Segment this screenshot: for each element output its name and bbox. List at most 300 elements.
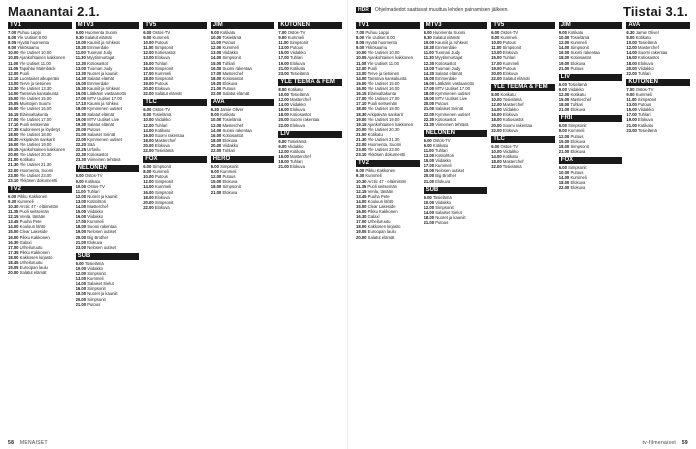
program-title: Tuhlari [222, 60, 236, 66]
program-title: Emmerdale [87, 45, 109, 51]
program-title: Puhuu Lappi [17, 30, 41, 35]
program-time: 10.00 [491, 40, 502, 46]
program-title: Kummeli [502, 60, 520, 66]
program-time: 15.00 [8, 229, 19, 235]
program-time: 8.00 [278, 86, 287, 92]
program-title: Simpsonit [220, 164, 239, 170]
program-time: 10.00 [558, 35, 570, 41]
channel-block [211, 156, 275, 195]
channel-name: TV2 [8, 186, 72, 193]
hdr-badge: HDR [358, 7, 369, 13]
program-title: Putous [435, 101, 449, 107]
channel-name: SUB [424, 187, 488, 194]
program-time: 8.00 [626, 35, 635, 41]
program-time: 9.00 [8, 45, 17, 51]
program-title: Emmerdale [435, 75, 457, 81]
program-time: 18.00 [626, 60, 637, 66]
program-time: 19.00 [626, 117, 637, 123]
program-title: Nuoret ja kauniit [87, 193, 118, 199]
program-time: 9.00 [558, 30, 567, 35]
program-time: 16.00 [278, 107, 289, 113]
program-time: 12.30 [75, 60, 87, 66]
program-title: Putous [570, 169, 584, 175]
schedule-column [356, 22, 420, 435]
program-time: 17.35 [8, 249, 19, 255]
right-page-number: 59 [681, 440, 688, 446]
program-title: Simpsonit [637, 97, 657, 103]
program-title: Kadonneet ja löydetyt [19, 126, 60, 132]
program-time: 7.00 [626, 86, 635, 92]
program-time: 18.00 [210, 184, 222, 190]
program-time: 15.00 [423, 158, 435, 164]
program-time: 11.30 [75, 55, 86, 61]
program-time: 9.00 [210, 30, 219, 35]
program-time: 12.00 [75, 271, 87, 277]
program-time: 10.00 [491, 97, 502, 103]
program-time: 20.00 [143, 86, 154, 92]
program-title: Yle Uutiset 18.00 [367, 106, 400, 112]
program-time: 12.00 [278, 148, 289, 154]
program-title: Tosielämä [289, 91, 309, 97]
program-title: Puoli [19, 70, 29, 76]
program-time: 13.00 [491, 50, 502, 56]
program-title: Urheiluruutu [367, 219, 391, 225]
program-title: Viidakko [502, 148, 519, 154]
channel-name: KUTONEN [626, 79, 690, 86]
program-title: Yle Uutiset 16.00 [19, 106, 52, 112]
program-time: 22.00 [8, 167, 19, 173]
program-time: 17.00 [143, 70, 154, 76]
program-title: Ykkösaamu [365, 45, 388, 51]
program-time: 14.00 [278, 102, 289, 108]
program-title: Putous [154, 80, 168, 86]
program-time: 12.15 [8, 214, 19, 220]
program-title: Tuhlari [502, 55, 516, 61]
program-title: Elokuva [154, 86, 170, 92]
program-title: Masterchef [154, 137, 176, 143]
program-row [143, 205, 207, 210]
program-title: Yle Uutiset 23.00 [367, 147, 400, 153]
program-time: 12.00 [278, 97, 289, 103]
left-schedule-columns [8, 22, 342, 435]
program-time: 12.00 [423, 204, 435, 210]
channel-name: FOX [559, 157, 623, 164]
program-time: 8.00 [210, 112, 219, 118]
program-title: Kummeli [287, 35, 304, 41]
program-title: Salatut elämät [87, 75, 115, 81]
program-time: 14.00 [210, 127, 222, 133]
program-time: 18.00 [356, 224, 367, 230]
program-title: Simpsonit [568, 123, 587, 129]
schedule-column [143, 22, 207, 435]
program-title: Yle Uutiset 16.00 [367, 86, 400, 92]
program-title: Kummeli [154, 70, 172, 76]
program-time: 16.00 [143, 132, 154, 138]
program-title: Viidakko [638, 65, 654, 71]
program-title: Suomi rakentaa [222, 127, 252, 133]
program-time: 10.00 [626, 40, 637, 46]
channel-block [626, 79, 690, 133]
program-title: Pikku Kakkonen [17, 193, 48, 199]
program-time: 22.00 [210, 91, 222, 97]
program-title: Yle Uutiset 19.00 [19, 142, 52, 148]
program-time: 14.00 [558, 175, 570, 181]
program-title: Kotitohtori [87, 198, 107, 204]
program-title: MTV Uutiset 17.00 [87, 96, 122, 102]
program-title: Yle Uutiset 13.30 [19, 86, 52, 92]
program-title: Yle Uutiset 15.00 [367, 80, 400, 86]
channel-name: TV1 [8, 22, 72, 29]
program-time: 18.00 [558, 55, 570, 61]
program-row [76, 245, 140, 250]
channel-name: TV2 [356, 160, 420, 167]
program-title: Tosielämä [287, 138, 307, 144]
right-schedule-columns [356, 22, 690, 435]
program-time: 16.00 [491, 112, 502, 118]
schedule-column [559, 22, 623, 435]
program-title: Emmerdale [435, 45, 457, 51]
program-title: Kymmenen uutiset [87, 136, 122, 142]
program-title: Kummeli [17, 198, 34, 204]
program-title: Sää [87, 142, 95, 148]
program-title: Tuhlari [154, 60, 168, 66]
program-title: Big Brother [435, 173, 457, 179]
program-time: 18.00 [143, 194, 154, 200]
program-title: Putous [570, 133, 584, 139]
program-title: Nuoret ja kauniit [435, 215, 466, 220]
program-title: Elokuva [638, 60, 653, 66]
program-title: Simpsonit [154, 199, 174, 205]
program-time: 10.00 [210, 117, 222, 123]
program-time: 11.00 [278, 40, 289, 46]
program-title: Kaunis ja rohkea [87, 101, 119, 107]
program-title: Yle Uutiset 8.00 [365, 35, 395, 41]
channel-name: FRII [559, 115, 623, 122]
program-title: Puoli seitsemän [19, 121, 50, 127]
channel-name: MTV3 [76, 22, 140, 29]
channel-name: NELONEN [76, 165, 140, 172]
program-time: 12.00 [558, 133, 570, 139]
channel-name: FOX [143, 156, 207, 163]
program-time: 22.30 [75, 152, 87, 158]
program-title: Ajankohtainen kakkonen [19, 147, 66, 153]
program-title: Urheiluruutu [19, 260, 43, 266]
program-title: Ostos-TV [287, 30, 306, 35]
program-title: Nelosen uutiset [87, 244, 117, 250]
program-title: Pikku Kakkonen [365, 168, 396, 174]
program-title: Salatut elämät [432, 35, 460, 41]
program-time: 6.00 [423, 137, 432, 143]
program-title: Viimeinen tehtävä [87, 157, 121, 163]
program-title: Simpsonit [222, 184, 241, 190]
program-title: Puuha Pete [19, 219, 42, 225]
program-time: 16.00 [558, 50, 570, 56]
program-title: Putous [87, 301, 101, 307]
program-time: 22.00 [143, 204, 154, 210]
program-title: Kotiosastot [87, 152, 108, 158]
program-time: 20.00 [75, 126, 87, 132]
program-time: 12.15 [356, 188, 367, 194]
program-title: Salatut elämät [87, 111, 115, 117]
program-time: 11.35 [8, 209, 19, 215]
program-title: Tuomari Judy [434, 50, 461, 56]
program-title: Ostos-TV [152, 30, 171, 35]
program-title: Pikku Kakkonen [367, 209, 398, 215]
program-time: 6.00 [558, 164, 567, 170]
program-title: Tosielämä [152, 112, 172, 118]
program-time: 6.00 [143, 107, 152, 113]
program-title: Tosielämä [84, 260, 104, 266]
program-title: Elokuva [222, 137, 238, 143]
program-title: Simpsonit [87, 271, 106, 277]
channel-block [8, 22, 72, 183]
program-title: Salaiset Sielut [435, 209, 462, 215]
program-time: 9.30 [356, 173, 365, 179]
program-title: Kauniit ja rohkeat [87, 40, 120, 46]
program-title: Tuhlari [289, 55, 303, 61]
program-time: 22.00 [491, 164, 502, 170]
program-title: Terve ja tietoinen [19, 80, 52, 86]
program-row [491, 164, 555, 169]
program-time: 8.00 [8, 35, 17, 41]
program-time: 16.00 [143, 189, 154, 195]
program-time: 12.00 [558, 40, 570, 46]
program-time: 22.30 [423, 116, 435, 122]
program-title: Elokuva [570, 185, 586, 191]
program-time: 15.00 [143, 60, 154, 66]
program-time: 16.00 [143, 65, 154, 71]
program-time: 14.30 [75, 75, 87, 81]
program-title: Putous [502, 65, 516, 71]
program-time: 14.00 [210, 55, 222, 61]
program-time: 17.00 [278, 55, 289, 61]
program-title: Kotikatu [84, 178, 101, 184]
program-time: 22.00 [491, 75, 502, 81]
program-time: 16.00 [75, 286, 87, 292]
program-time: 10.30 [423, 45, 435, 51]
program-time: 21.30 [8, 162, 19, 168]
channel-name: NELONEN [424, 130, 488, 137]
program-time: 19.00 [8, 142, 19, 148]
program-title: Hyvää huomenta [365, 40, 397, 46]
program-time: 21.00 [8, 157, 19, 163]
program-time: 10.00 [423, 40, 435, 46]
program-time: 11.00 [210, 40, 222, 46]
program-time: 18.00 [75, 106, 87, 112]
channel-block [559, 115, 623, 154]
program-time: 18.00 [210, 75, 222, 81]
program-time: 18.00 [558, 180, 570, 186]
program-title: Kummeli [152, 169, 169, 175]
program-title: Ykkösen dokumentti [367, 152, 406, 158]
program-time: 18.00 [210, 137, 222, 143]
program-time: 13.30 [8, 86, 19, 92]
program-title: Kummeli [500, 35, 517, 41]
program-time: 20.00 [278, 117, 289, 123]
program-title: Tuomari Judy [86, 50, 113, 56]
program-time: 13.00 [75, 65, 87, 71]
program-title: Kotikatu [432, 142, 449, 148]
program-time: 19.00 [278, 60, 289, 66]
program-title: Elokuva [154, 194, 170, 200]
program-title: Kauniit ja rohkeat [435, 40, 468, 46]
program-title: Masterchef [502, 158, 524, 164]
program-time: 6.00 [278, 138, 287, 144]
program-time: 21.00 [423, 178, 435, 184]
program-time: 20.00 [626, 65, 637, 71]
program-title: Putous [154, 40, 168, 46]
program-time: 14.00 [8, 224, 19, 230]
program-time: 7.00 [356, 30, 365, 35]
schedule-column [278, 22, 342, 435]
program-title: Elokuva [290, 122, 305, 128]
schedule-column [76, 22, 140, 435]
program-row [76, 302, 140, 307]
program-time: 18.00 [8, 254, 19, 260]
program-title: Putous [435, 220, 449, 226]
channel-name: JIM [559, 22, 623, 29]
program-time: 20.00 [210, 142, 222, 148]
program-time: 9.00 [75, 178, 84, 184]
program-time: 16.30 [8, 239, 19, 245]
channel-block [424, 130, 488, 184]
program-time: 11.30 [423, 55, 434, 61]
program-title: Yle Uutiset 20.30 [367, 126, 400, 132]
program-row [559, 185, 623, 190]
program-time: 17.10 [356, 101, 367, 107]
program-row [143, 91, 207, 96]
program-time: 23.00 [8, 172, 19, 178]
program-title: Myytinmurtajat [435, 55, 463, 61]
program-title: Viidakko [287, 143, 304, 149]
program-title: Kummeli [154, 184, 172, 190]
program-time: 15.00 [558, 97, 570, 103]
program-title: Tanssiva kansakunta [19, 91, 59, 97]
program-time: 13.00 [75, 198, 87, 204]
program-time: 18.45 [8, 260, 19, 266]
program-title: Elokuva [154, 204, 170, 210]
program-time: 19.00 [75, 229, 87, 235]
program-time: 16.00 [626, 55, 637, 61]
program-time: 11.00 [626, 97, 637, 103]
program-title: Tosielämä [154, 147, 174, 153]
program-title: Terve ja tietoinen [367, 70, 400, 76]
program-row [278, 123, 342, 128]
program-time: 20.00 [8, 270, 19, 276]
channel-name: SUB [76, 253, 140, 260]
program-title: Viidakko [638, 107, 654, 113]
program-time: 10.00 [558, 169, 570, 175]
program-title: Viidakko [222, 50, 239, 56]
program-title: Nelosen uutiset [435, 168, 465, 174]
program-title: Luontaiset alkuperäis [19, 75, 60, 81]
left-page-number: 58 [8, 440, 15, 446]
program-time: 15.05 [8, 101, 19, 107]
program-title: Kummeli [152, 35, 169, 41]
program-title: Tosielämä [222, 117, 242, 123]
program-title: Elokuva [222, 179, 238, 185]
program-title: Masterchef [290, 97, 311, 103]
program-time: 6.00 [558, 123, 567, 129]
program-title: Suomi rakentaa [502, 122, 533, 128]
program-title: Kummeli [222, 45, 239, 51]
program-time: 13.00 [210, 50, 222, 56]
program-time: 6.00 [491, 143, 500, 149]
program-title: Salaiset Sielut [87, 281, 114, 287]
program-title: Huomenta, Suomi [367, 142, 402, 148]
program-title: Simpsonit [502, 45, 521, 51]
program-title: Tosielämä [637, 40, 657, 46]
program-time: 21.00 [75, 239, 87, 245]
program-time: 14.00 [75, 204, 87, 209]
right-page [348, 0, 696, 449]
program-time: 18.00 [558, 143, 570, 149]
program-title: Elokuva [570, 138, 586, 144]
program-time: 6.00 [75, 173, 84, 179]
program-title: Elokuva [638, 117, 653, 123]
program-title: Kotikatu [290, 148, 306, 154]
program-time: 18.00 [491, 117, 502, 123]
program-title: Suomi rakentaa [570, 50, 600, 56]
program-title: Salatut elämät [367, 234, 395, 240]
program-title: MTV Uutiset Live [435, 96, 468, 102]
program-title: Yle Uutiset 19.00 [367, 116, 400, 122]
program-title: Tuhlari [86, 188, 100, 194]
program-title: Elokuva [290, 60, 305, 66]
program-time: 17.10 [75, 101, 87, 107]
program-title: Simpsonit [87, 296, 106, 302]
program-title: Puuha Pete [367, 193, 390, 199]
program-time: 7.00 [278, 30, 287, 35]
program-title: Masterchef [222, 70, 244, 76]
program-title: Elokuva [290, 164, 305, 170]
program-title: Simpsonit [154, 179, 174, 185]
program-title: Putous [502, 40, 516, 46]
program-title: Simpsonit [154, 45, 173, 51]
program-time: 10.05 [8, 55, 19, 61]
program-row [626, 71, 690, 76]
program-time: 13.45 [356, 193, 367, 199]
program-title: MTV Uutiset 17.00 [435, 86, 470, 92]
program-time: 10.00 [75, 265, 87, 271]
program-time: 10.00 [356, 50, 367, 56]
program-title: Kauniit ja rohkeat [87, 86, 120, 92]
program-time: 17.00 [423, 86, 435, 92]
program-time: 21.00 [423, 220, 435, 226]
program-title: Kymmenen uutiset [435, 111, 470, 117]
program-title: Yle Uutiset 11.00 [19, 60, 51, 66]
program-title: Viidakko [290, 102, 306, 108]
program-time: 9.00 [491, 35, 500, 41]
program-time: 16.00 [8, 106, 19, 112]
header-note-text: Ohjelmatiedot saattavat muuttua lehden painamisen jälkeen. [374, 7, 509, 13]
program-time: 16.30 [356, 214, 367, 220]
program-time: 18.00 [423, 215, 435, 220]
channel-name: HERO [211, 156, 275, 163]
program-time: 15.00 [75, 209, 87, 215]
program-title: Masterchef [638, 45, 659, 51]
program-title: Yle Uutiset 21.30 [367, 136, 400, 142]
program-title: Kotikatu [290, 65, 306, 71]
program-title: Galaxi [367, 214, 380, 220]
program-title: Clear Lakeside [367, 204, 396, 209]
program-time: 14.00 [143, 184, 154, 190]
channel-block [559, 74, 623, 113]
program-title: Viidakko [87, 209, 104, 215]
program-row [76, 157, 140, 162]
program-time: 11.00 [356, 60, 367, 66]
channel-name: YLE TEEMA & FEM [278, 79, 342, 86]
